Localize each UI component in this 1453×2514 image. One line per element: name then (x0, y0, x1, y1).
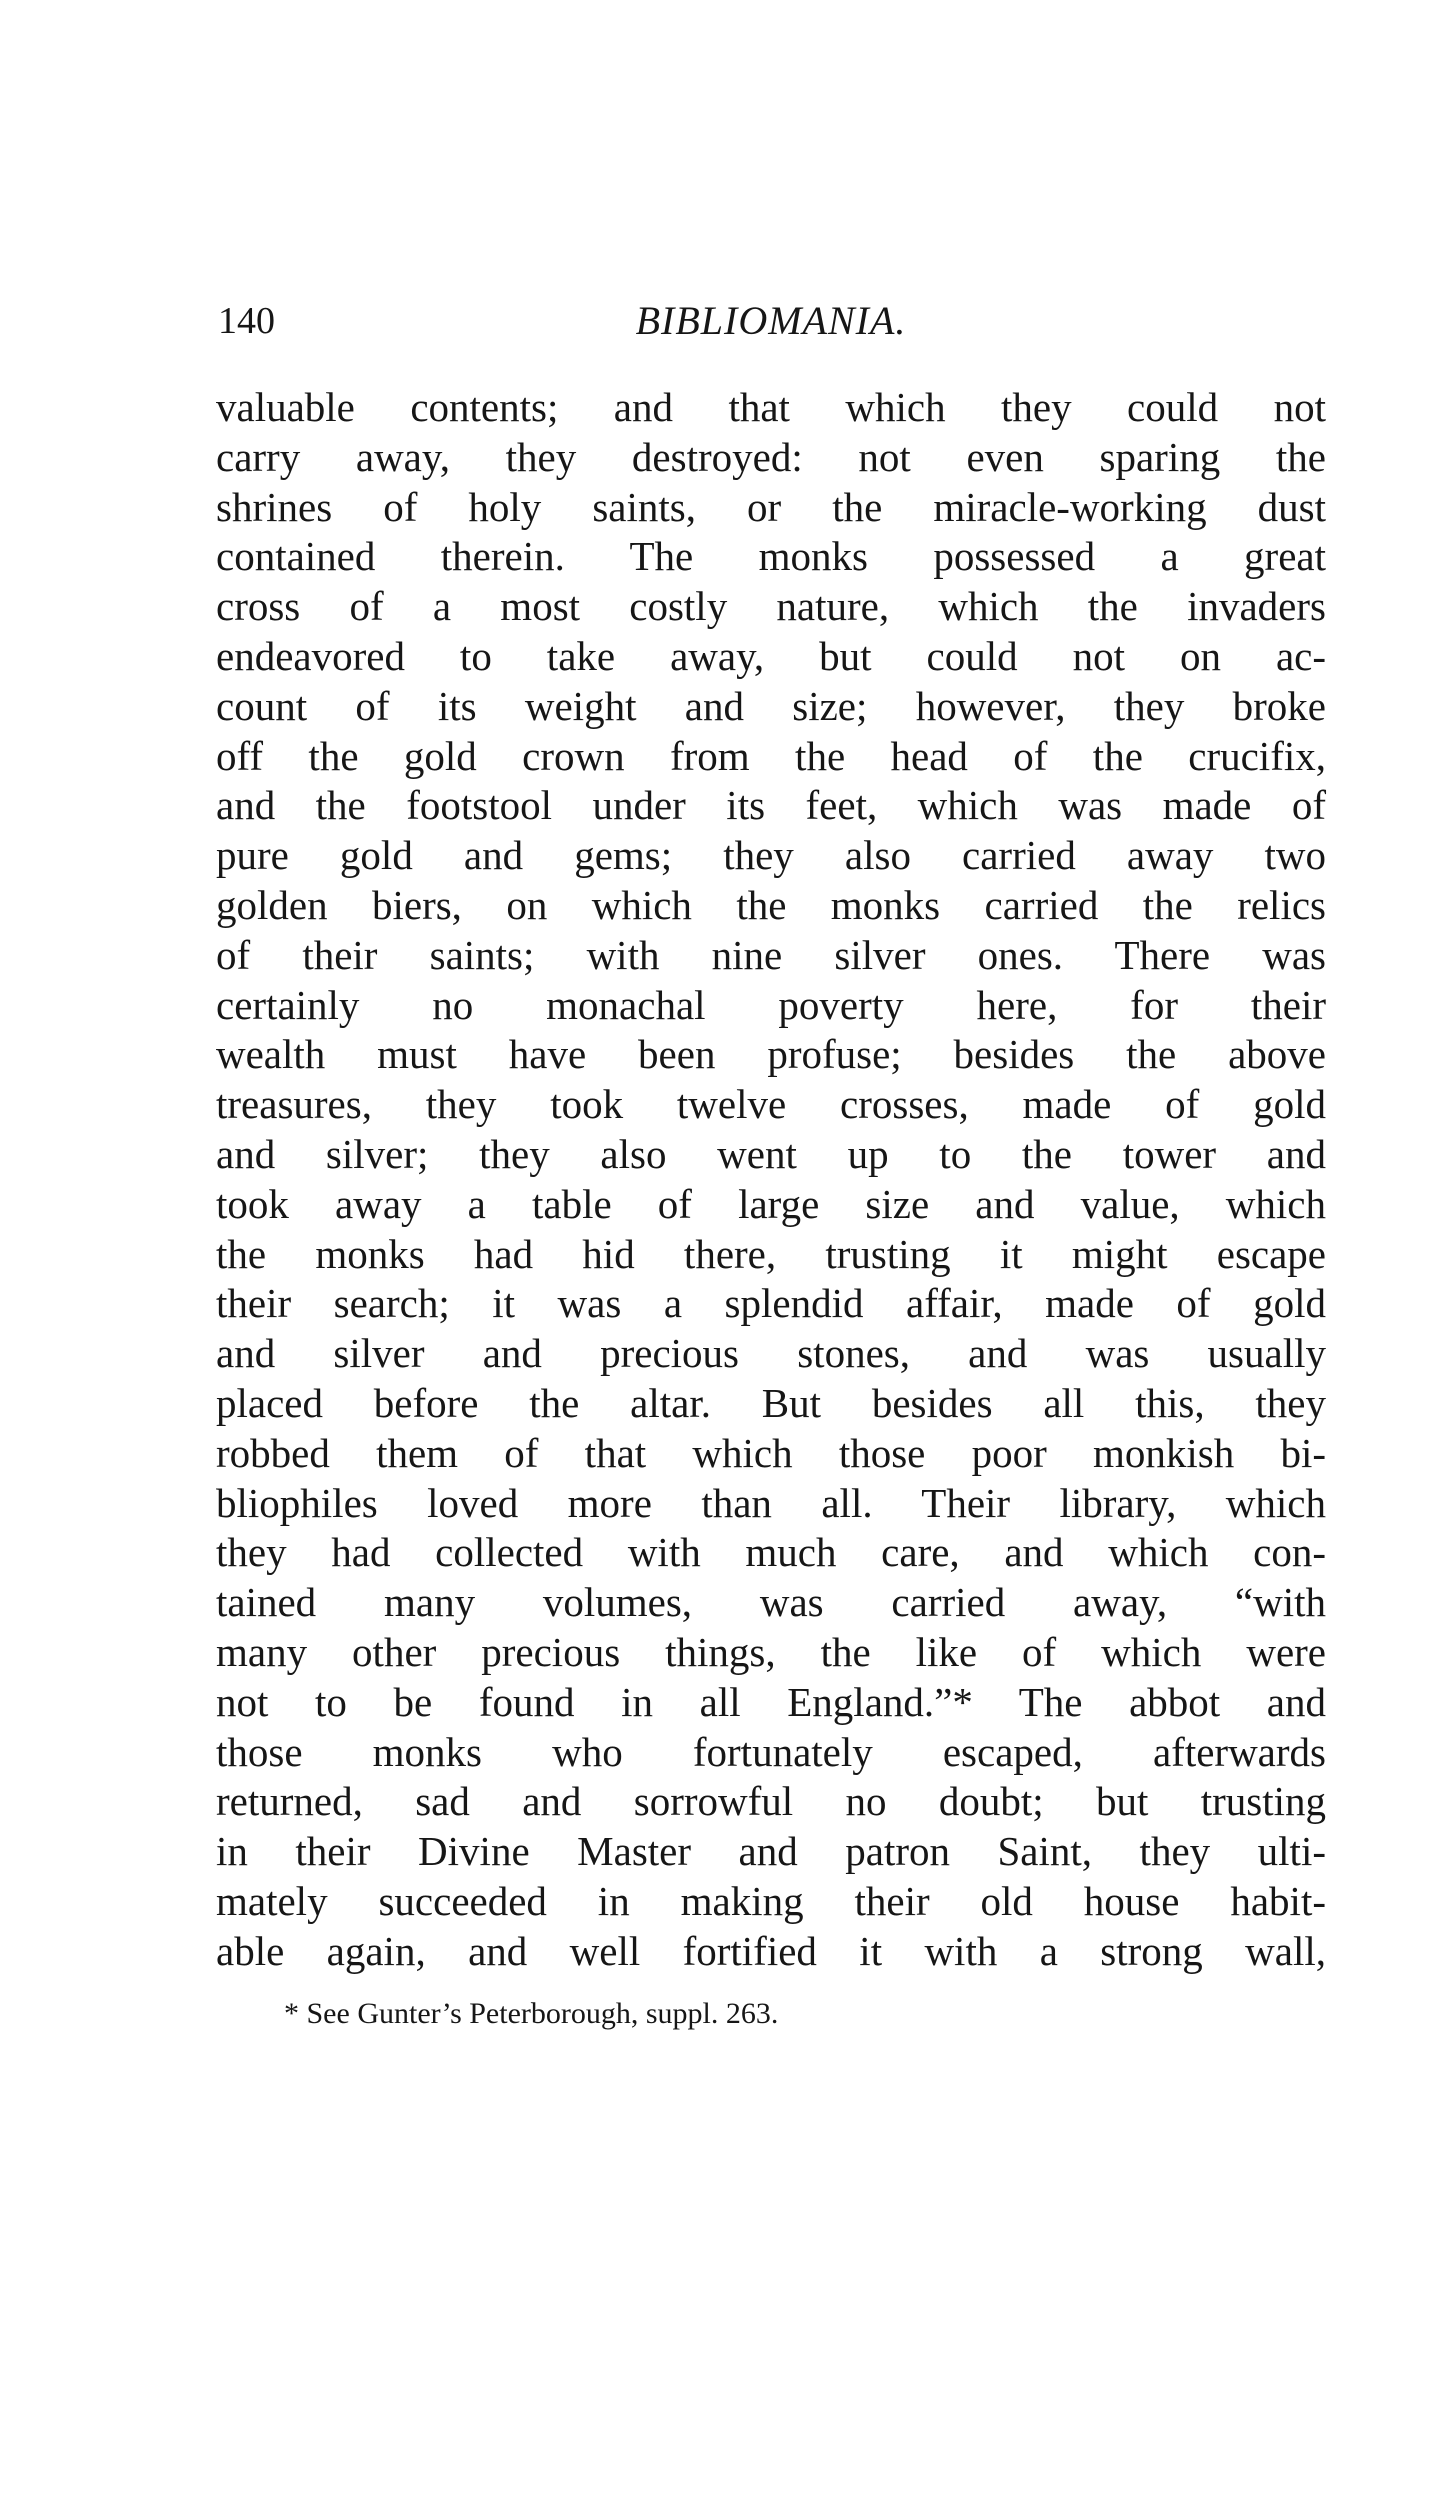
text-line: contained therein. The monks possessed a great (216, 533, 1326, 580)
text-line: tained many volumes, was carried away, “with (216, 1579, 1326, 1626)
text-line: golden biers, on which the monks carried the relics (216, 881, 1326, 928)
text-line: able again, and well fortified it with a strong wall, (216, 1927, 1326, 1974)
text-line: the monks had hid there, trusting it might escape (216, 1230, 1326, 1277)
page-header (216, 296, 1326, 346)
text-line: not to be found in all England.”* The abbot and (216, 1678, 1326, 1725)
text-line: pure gold and gems; they also carried away two (216, 832, 1326, 879)
text-line: they had collected with much care, and which con- (216, 1529, 1326, 1576)
text-line: placed before the altar. But besides all this, they (216, 1379, 1326, 1426)
text-line: and silver; they also went up to the tower and (216, 1130, 1326, 1177)
text-line: cross of a most costly nature, which the invaders (216, 583, 1326, 630)
text-line: off the gold crown from the head of the crucifix, (216, 732, 1326, 779)
text-line: and the footstool under its feet, which was made of (216, 782, 1326, 829)
text-line: their search; it was a splendid affair, made of gold (216, 1280, 1326, 1327)
text-line: robbed them of that which those poor monkish bi- (216, 1429, 1326, 1476)
text-line: treasures, they took twelve crosses, made of gold (216, 1081, 1326, 1128)
text-line: and silver and precious stones, and was usually (216, 1330, 1326, 1377)
text-line: carry away, they destroyed: not even sparing the (216, 433, 1326, 480)
running-title: BIBLIOMANIA. (635, 298, 907, 343)
text-line: wealth must have been profuse; besides the above (216, 1031, 1326, 1078)
footnote: * See Gunter’s Peterborough, suppl. 263. (284, 1997, 779, 2030)
text-line: many other precious things, the like of which were (216, 1628, 1326, 1675)
text-line: took away a table of large size and value, which (216, 1180, 1326, 1227)
text-line: endeavored to take away, but could not on ac- (216, 632, 1326, 679)
text-line: mately succeeded in making their old house habit- (216, 1877, 1326, 1924)
text-line: valuable contents; and that which they could not (216, 384, 1326, 430)
body-text (216, 383, 1326, 1977)
text-line: bliophiles loved more than all. Their library, which (216, 1479, 1326, 1526)
text-line: returned, sad and sorrowful no doubt; but trusting (216, 1778, 1326, 1825)
text-line: those monks who fortunately escaped, afterwards (216, 1728, 1326, 1775)
text-line: certainly no monachal poverty here, for their (216, 981, 1326, 1028)
text-line: shrines of holy saints, or the miracle-working dust (216, 483, 1326, 530)
text-line: count of its weight and size; however, they broke (216, 682, 1326, 729)
page-number: 140 (218, 300, 275, 342)
text-line: in their Divine Master and patron Saint, they ulti- (216, 1828, 1326, 1875)
text-line: of their saints; with nine silver ones. There was (216, 931, 1326, 978)
